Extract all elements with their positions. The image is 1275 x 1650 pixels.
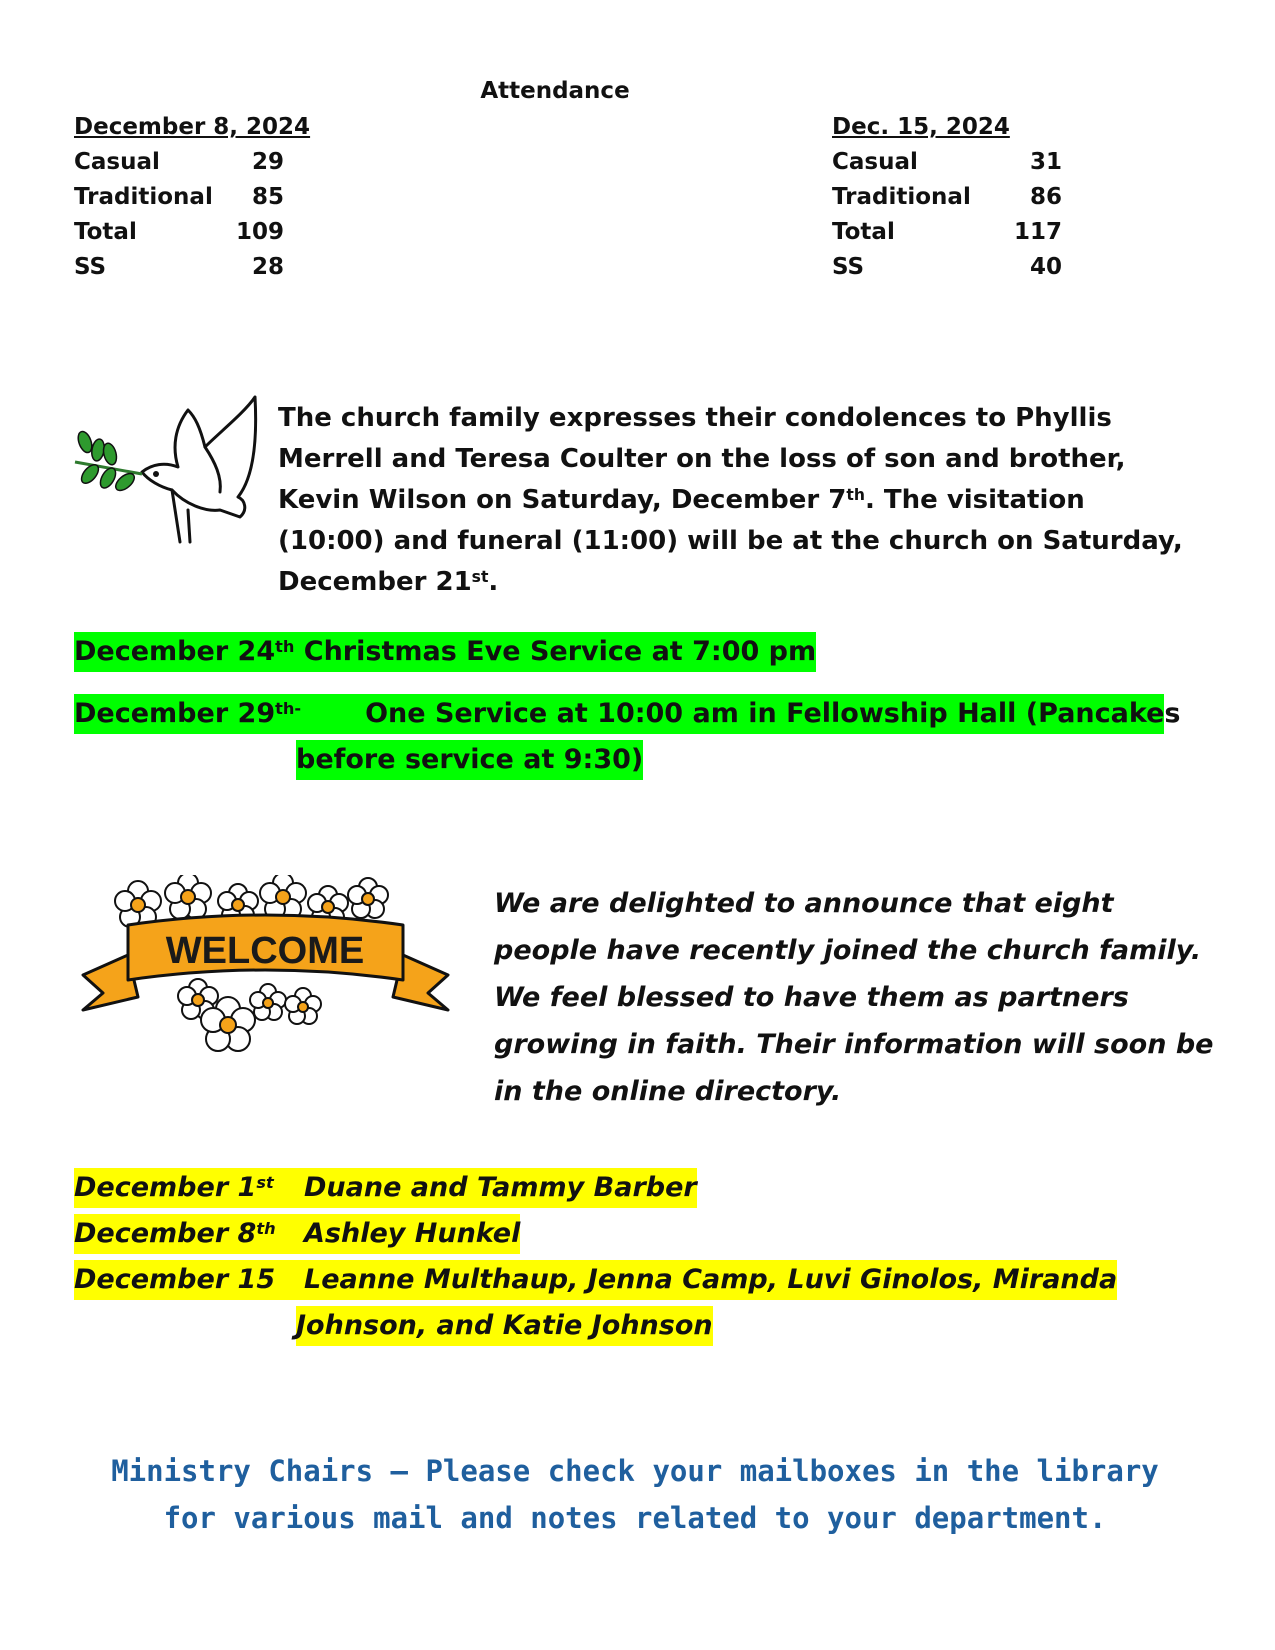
dove-icon: [70, 392, 270, 552]
new-member-row: [74, 1214, 520, 1254]
attendance-label: SS: [832, 253, 865, 280]
ordinal-suffix: th: [275, 636, 295, 656]
attendance-column-dec8: [74, 114, 310, 284]
attendance-value: 109: [235, 218, 284, 245]
condolence-text: . The visitation (10:00) and funeral (11:00) will be at the church on Saturday, December 21: [278, 485, 1183, 597]
attendance-row: [832, 144, 1062, 179]
member-names: Duane and Tammy Barber: [304, 1172, 697, 1203]
attendance-row: [832, 179, 1062, 214]
member-date: December 8: [74, 1218, 257, 1249]
attendance-value: 117: [1013, 218, 1062, 245]
attendance-value: 40: [1029, 253, 1062, 280]
attendance-label: SS: [74, 253, 107, 280]
ordinal-suffix: st: [256, 1172, 274, 1192]
condolence-notice: [278, 398, 1198, 603]
member-names: Leanne Multhaup, Jenna Camp, Luvi Ginolos, Miranda: [304, 1264, 1118, 1295]
service-date: December 29: [74, 698, 276, 729]
ordinal-suffix: th: [256, 1218, 276, 1238]
attendance-row: [74, 249, 310, 284]
attendance-row: [832, 249, 1062, 284]
attendance-value: 31: [1029, 148, 1062, 175]
ministry-chairs-note: Ministry Chairs – Please check your mailboxes in the library for various mail and notes related to your department.: [111, 1454, 1159, 1535]
attendance-value: 86: [1029, 183, 1062, 210]
attendance-value: 85: [251, 183, 284, 210]
condolence-text: .: [488, 567, 499, 597]
attendance-date: December 8, 2024: [74, 114, 311, 140]
member-date: December 1: [74, 1172, 257, 1203]
ordinal-suffix: th-: [275, 698, 302, 718]
member-names: Ashley Hunkel: [304, 1218, 521, 1249]
attendance-column-dec15: [832, 114, 1062, 284]
attendance-label: Total: [74, 218, 137, 245]
attendance-title: Attendance: [480, 78, 630, 104]
new-member-row: [74, 1168, 697, 1208]
new-member-row: [74, 1260, 1117, 1300]
attendance-label: Total: [832, 218, 895, 245]
attendance-row: [832, 214, 1062, 249]
service-date: December 24: [74, 636, 276, 667]
december-29-service: [74, 694, 1181, 734]
december-29-service-continued: before service at 9:30): [296, 740, 643, 780]
attendance-label: Casual: [74, 148, 160, 175]
christmas-eve-service: [74, 632, 816, 672]
service-text: Christmas Eve Service at 7:00 pm: [294, 636, 817, 667]
new-member-row-continued: Johnson, and Katie Johnson: [296, 1306, 713, 1346]
ordinal-suffix: st: [471, 568, 489, 587]
attendance-row: [74, 144, 310, 179]
welcome-banner-label: WELCOME: [165, 930, 365, 972]
attendance-label: Traditional: [74, 183, 213, 210]
attendance-row: [74, 179, 310, 214]
attendance-value: 28: [251, 253, 284, 280]
attendance-label: Traditional: [832, 183, 971, 210]
condolence-text: The church family expresses their condolences to Phyllis Merrell and Teresa Coulter on the loss of son and brother, Kevin Wilson on Saturday, December 7: [278, 403, 1126, 515]
attendance-date: Dec. 15, 2024: [832, 114, 1010, 140]
ordinal-suffix: th: [846, 486, 865, 505]
welcome-banner: [78, 875, 453, 1060]
member-date: December 15: [74, 1264, 276, 1295]
welcome-announcement: We are delighted to announce that eight people have recently joined the church family. We feel blessed to have them as partners growing in faith. Their information will soon be in the online directory.: [494, 888, 1214, 1107]
attendance-row: [74, 214, 310, 249]
attendance-value: 29: [251, 148, 284, 175]
attendance-label: Casual: [832, 148, 918, 175]
service-text: One Service at 10:00 am in Fellowship Hall (Pancakes: [365, 698, 1181, 729]
